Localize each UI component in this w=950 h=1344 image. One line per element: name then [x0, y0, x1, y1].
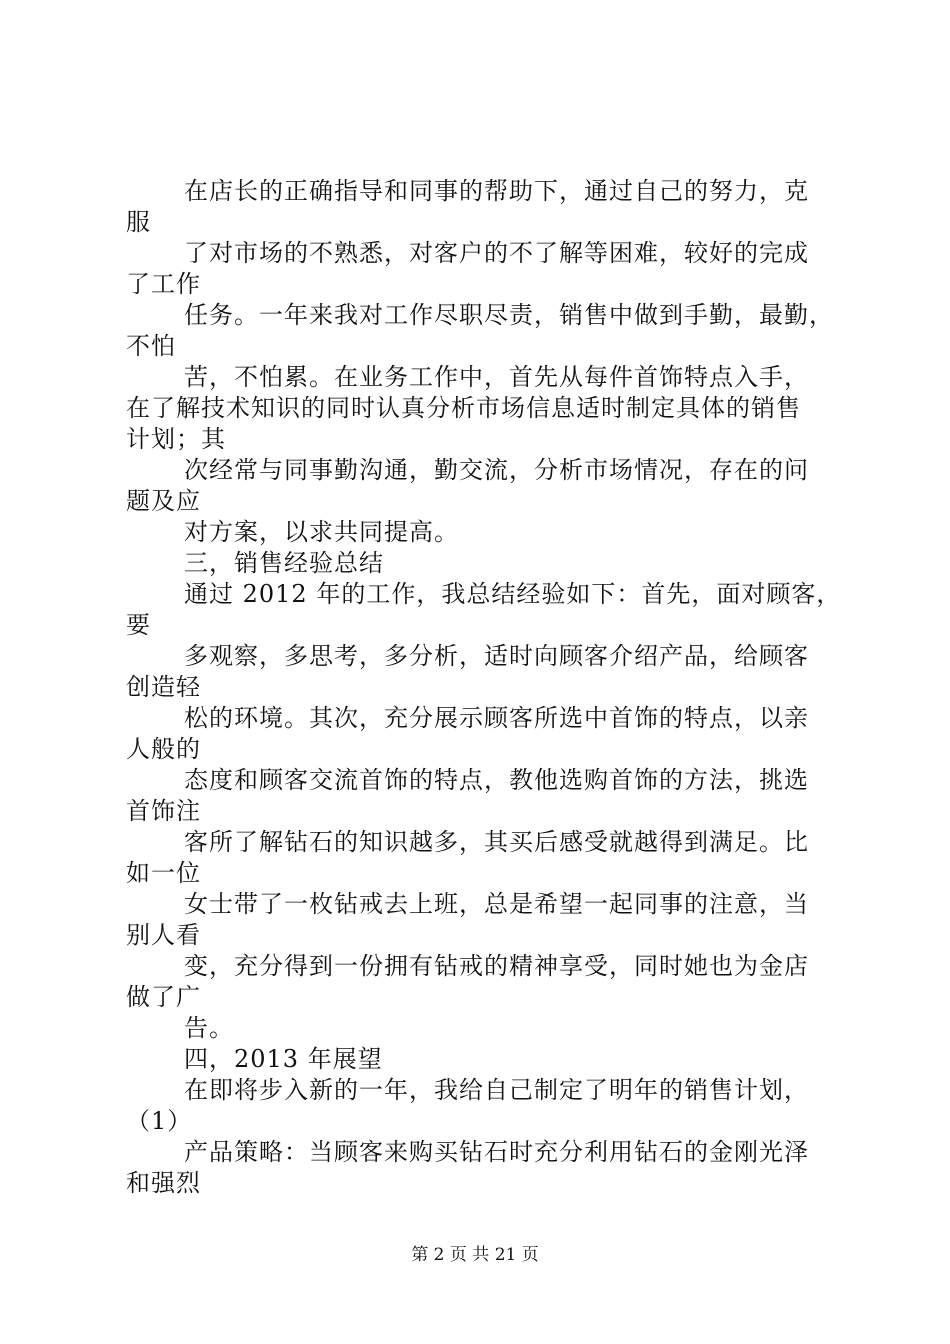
- text-line: 通过 2012 年的工作，我总结经验如下：首先，面对顾客，: [184, 580, 842, 608]
- text-line: 在了解技术知识的同时认真分析市场信息适时制定具体的销售: [126, 394, 801, 422]
- text-line: 变，充分得到一份拥有钻戒的精神享受，同时她也为金店: [184, 952, 809, 980]
- text-line: 做了广: [126, 983, 201, 1011]
- text-line: 多观察，多思考，多分析，适时向顾客介绍产品，给顾客: [184, 642, 809, 670]
- text-line: 产品策略：当顾客来购买钻石时充分利用钻石的金刚光泽: [184, 1138, 809, 1166]
- text-line: 四，2013 年展望: [184, 1045, 383, 1073]
- text-line: 对方案，以求共同提高。: [184, 518, 459, 546]
- text-line: 三，销售经验总结: [184, 549, 384, 577]
- text-line: 不怕: [126, 332, 176, 360]
- text-line: 题及应: [126, 487, 201, 515]
- text-line: 服: [126, 208, 151, 236]
- text-line: 创造轻: [126, 673, 201, 701]
- text-line: 松的环境。其次，充分展示顾客所选中首饰的特点，以亲: [184, 704, 809, 732]
- text-line: 别人看: [126, 921, 201, 949]
- text-line: 在店长的正确指导和同事的帮助下，通过自己的努力，克: [184, 177, 809, 205]
- text-line: 人般的: [126, 735, 201, 763]
- text-line: 要: [126, 611, 151, 639]
- text-line: （1）: [126, 1107, 193, 1135]
- text-line: 女士带了一枚钻戒去上班，总是希望一起同事的注意，当: [184, 890, 809, 918]
- text-line: 次经常与同事勤沟通，勤交流，分析市场情况，存在的问: [184, 456, 809, 484]
- text-line: 了对市场的不熟悉，对客户的不了解等困难，较好的完成: [184, 239, 809, 267]
- text-line: 计划；其: [126, 425, 226, 453]
- text-line: 首饰注: [126, 797, 201, 825]
- text-line: 苦，不怕累。在业务工作中，首先从每件首饰特点入手，: [184, 363, 809, 391]
- text-line: 态度和顾客交流首饰的特点，教他选购首饰的方法，挑选: [184, 766, 809, 794]
- text-line: 如一位: [126, 859, 201, 887]
- document-body: [126, 176, 842, 1199]
- page-footer: 第 2 页 共 21 页: [411, 1245, 539, 1265]
- text-line: 和强烈: [126, 1169, 201, 1197]
- text-line: 客所了解钻石的知识越多，其买后感受就越得到满足。比: [184, 828, 809, 856]
- text-line: 任务。一年来我对工作尽职尽责，销售中做到手勤，最勤，: [184, 301, 834, 329]
- text-line: 了工作: [126, 270, 201, 298]
- text-line: 告。: [184, 1014, 234, 1042]
- text-line: 在即将步入新的一年，我给自己制定了明年的销售计划，: [184, 1076, 809, 1104]
